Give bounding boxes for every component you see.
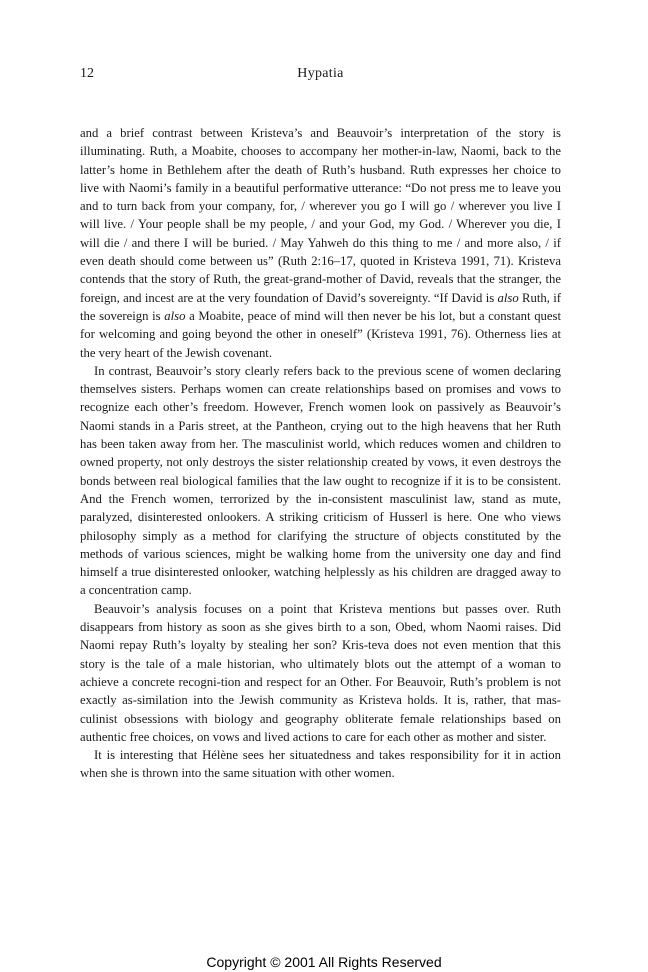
paragraph: [80, 746, 561, 783]
page-number: 12: [80, 66, 94, 81]
paragraph: [80, 600, 561, 746]
paragraph-text: a Moabite, peace of mind will then never be his lot, but a constant quest for welcoming and going beyond the other in oneself” (Kristeva 1991, 76). Otherness lies at the very heart of the Jewish covenant.: [80, 308, 561, 360]
article-body: [80, 124, 561, 783]
paragraph: [80, 362, 561, 600]
paragraph: [80, 124, 561, 362]
running-head: [80, 66, 561, 84]
copyright-footer: Copyright © 2001 All Rights Reserved: [206, 954, 442, 970]
paragraph-text: In contrast, Beauvoir’s story clearly refers back to the previous scene of women declaring themselves sisters. Perhaps women can create relationships based on promises and vows to recognize each other’s freedom. However, French women look on passively as Beauvoir’s Naomi stands in a Paris street, at the Pantheon, crying out to the high heavens that her Ruth has been taken away from her. The masculinist world, which reduces women and children to owned property, not only destroys the sister relationship created by vows, it even destroys the bonds between real biological families that the law ought to recognize if it is to be consistent. And the French women, terrorized by the in-consistent masculinist law, stand as mute, paralyzed, disinterested onlookers. A striking criticism of Husserl is here. One who views philosophy simply as a method for clarifying the structure of objects constituted by the methods of various sciences, might be walking home from the university one day and find himself a true disinterested onlooker, watching helplessly as his children are dragged away to a concentration camp.: [80, 363, 561, 598]
paragraph-text: Beauvoir’s analysis focuses on a point that Kristeva mentions but passes over. Ruth disappears from history as soon as she gives birth to a son, Obed, whom Naomi raises. Did Naomi repay Ruth’s loyalty by stealing her son? Kris-teva does not even mention that this story is the tale of a male historian, who ultimately blots out the attempt of a woman to achieve a concrete recogni-tion and respect for an Other. For Beauvoir, Ruth’s problem is not exactly as-similation into the Jewish community as Kristeva holds. It is, rather, that mas-culinist obsessions with biology and geography obliterate female relationships based on authentic free choices, on vows and lived actions to care for each other as mother and sister.: [80, 601, 561, 744]
paragraph-text: and a brief contrast between Kristeva’s and Beauvoir’s interpretation of the story is illuminating. Ruth, a Moabite, chooses to accompany her mother-in-law, Naomi, back to the latter’s home in Bethlehem after the death of Ruth’s husband. Ruth expresses her choice to live with Naomi’s family in a beautiful performative utterance: “Do not press me to leave you and to turn back from your company, for, / wherever you go I will go / wherever you live I will live. / Your people shall be my people, / and your God, my God. / Wherever you die, I will die / and there I will be buried. / May Yahweh do this thing to me / and more also, / if even death should come between us” (Ruth 2:16–17, quoted in Kristeva 1991, 71). Kristeva contends that the story of Ruth, the great-grand-mother of David, reveals that the stranger, the foreign, and incest are at the very foundation of David’s sovereignty. “If David is: [80, 126, 561, 305]
journal-title: Hypatia: [297, 66, 344, 81]
paragraph-text: It is interesting that Hélène sees her situatedness and takes responsibility for it in action when she is thrown into the same situation with other women.: [80, 748, 561, 781]
emphasis-text: also: [497, 290, 519, 305]
paragraph-text: Ruth, if the sovereign is: [80, 290, 561, 323]
emphasis-text: also: [164, 308, 186, 323]
